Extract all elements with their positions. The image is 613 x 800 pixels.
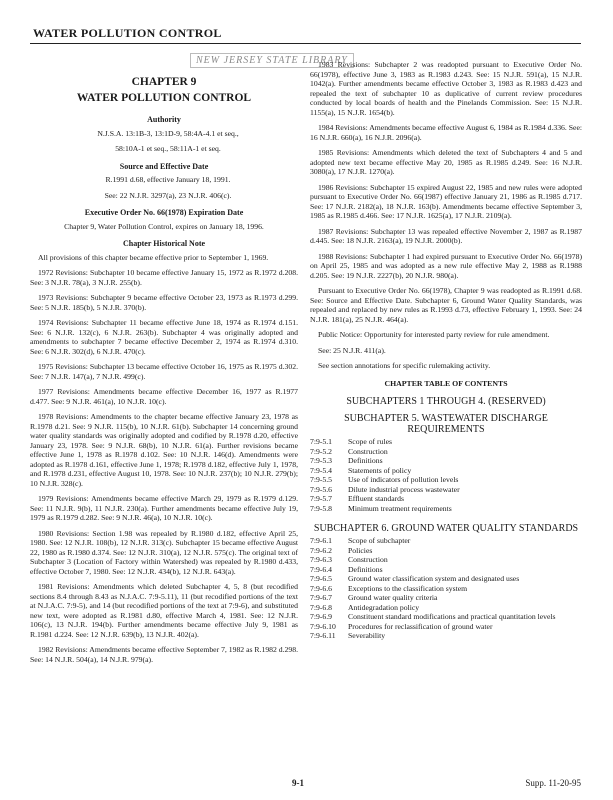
- exec-order-heading: Executive Order No. 66(1978) Expiration Date: [84, 208, 244, 217]
- history-paragraph: 1981 Revisions: Amendments which deleted Subchapter 4, 5, 8 (but recodified sections 8.4 through 8.43 as N.J.A.C. 7:9-5.11), 11 (but recodified portions of the text at N.J.A.C. 7:9-5), and 14 (but recodified portions of the text at 7:9-6), and substituted new text, were adopted as R.1981 d.80, effective March 4, 1981. See: 12 N.J.R. 106(c), 13 N.J.R. 194(b). Further amendments became effective July 9, 1981 as R.1981 d.224. See: 12 N.J.R. 639(b), 13 N.J.R. 402(a).: [30, 582, 298, 639]
- source-line: R.1991 d.68, effective January 18, 1991.: [105, 175, 231, 184]
- chapter-title: WATER POLLUTION CONTROL: [76, 91, 252, 104]
- subchapter-6-title: SUBCHAPTER 6. GROUND WATER QUALITY STANDARDS: [313, 523, 579, 534]
- historical-note-heading: Chapter Historical Note: [122, 239, 206, 248]
- authority-line: N.J.S.A. 13:1B-3, 13:1D-9, 58:4A-4.1 et seq.,: [97, 128, 239, 138]
- section-title: Effluent standards: [348, 494, 405, 503]
- toc-entry[interactable]: [310, 546, 582, 556]
- section-number: 7:9-5.7: [310, 494, 332, 503]
- left-column: [30, 60, 298, 670]
- section-number: 7:9-5.6: [310, 484, 332, 494]
- history-paragraph: 1978 Revisions: Amendments to the chapter became effective January 23, 1978 as R.1978 d.21. See: 9 N.J.R. 115(b), 10 N.J.R. 61(b). Subchapter 14 concerning ground water quality standards was originally adopted and codified by R.1978 d.20, effective January 23, 1978. See: 9 N.J.R. 68(b), 10 N.J.R. 61(a). Further revisions became effective June 1, 1978 as R.1978 d.102. See: 10 N.J.R. 146(d). Amendments were adopted as R.1978 d.161, effective June 1, 1978; R.1978 d.182, effective July 1, 1978, and R.1978 d.231, effective August 10, 1978. See: 10 N.J.R. 237(b); 10 N.J.R. 279(b); 10 N.J.R. 328(c).: [30, 412, 298, 488]
- section-number: 7:9-5.4: [310, 465, 332, 475]
- toc-entry[interactable]: [310, 565, 582, 575]
- section-number: 7:9-5.3: [310, 456, 332, 465]
- section-number: 7:9-5.8: [310, 503, 332, 513]
- section-title: Dilute industrial process wastewater: [348, 484, 460, 494]
- toc-entry[interactable]: [310, 494, 582, 504]
- section-title: Ground water classification system and designated uses: [348, 574, 520, 583]
- section-number: 7:9-6.11: [310, 631, 336, 640]
- section-title: Constituent standard modifications and practical quantitation levels: [348, 612, 556, 621]
- section-number: 7:9-6.1: [310, 536, 332, 545]
- toc-entry[interactable]: [310, 536, 582, 546]
- toc-entry[interactable]: [310, 447, 582, 457]
- section-number: 7:9-6.5: [310, 574, 332, 583]
- authority-line: 58:10A-1 et seq., 58:11A-1 et seq.: [115, 144, 221, 153]
- section-title: Definitions: [348, 564, 383, 574]
- annotation-note: See section annotations for specific rulemaking activity.: [318, 361, 491, 370]
- history-paragraph: 1975 Revisions: Subchapter 13 became effective October 16, 1975 as R.1975 d.302. See: 7 N.J.R. 147(a), 7 N.J.R. 499(c).: [30, 362, 298, 381]
- history-paragraph: 1977 Revisions: Amendments became effective December 16, 1977 as R.1977 d.477. See: 9 N.J.R. 461(a), 10 N.J.R. 10(c).: [30, 387, 298, 406]
- chapter-number: CHAPTER 9: [131, 76, 197, 88]
- history-paragraph: 1988 Revisions: Subchapter 1 had expired pursuant to Executive Order No. 66(1978) on April 25, 1985 and was adopted as a new rule effective May 2, 1988 as R.1988 d.205. See: 19 N.J.R. 2227(b), 20 N.J.R. 980(a).: [310, 251, 582, 280]
- header-rule: [30, 43, 581, 44]
- toc-entry[interactable]: [310, 593, 582, 603]
- toc-heading: CHAPTER TABLE OF CONTENTS: [384, 378, 508, 388]
- section-number: 7:9-5.2: [310, 446, 332, 456]
- section-number: 7:9-5.1: [310, 437, 332, 446]
- toc-entry[interactable]: [310, 437, 582, 447]
- toc-entry[interactable]: [310, 456, 582, 466]
- subchapter-5-title: SUBCHAPTER 5. WASTEWATER DISCHARGE REQUIREMENTS: [344, 413, 548, 435]
- subchapter-5-list: [310, 437, 582, 513]
- subchapter-1-4-title: SUBCHAPTERS 1 THROUGH 4. (RESERVED): [346, 396, 546, 407]
- section-title: Exceptions to the classification system: [348, 583, 468, 593]
- history-paragraph: 1974 Revisions: Subchapter 11 became effective June 18, 1974 as R.1974 d.151. See: 6 N.J.R. 132(c), 6 N.J.R. 263(b). Subchapter 4 was originally adopted and amendments to subchapter 7 became effective December 2, 1974 as R.1974 d.310. See: 6 N.J.R. 302(d), 6 N.J.R. 470(c).: [30, 318, 298, 356]
- history-paragraph: 1984 Revisions: Amendments became effective August 6, 1984 as R.1984 d.336. See: 16 N.J.R. 660(a), 16 N.J.R. 2096(a).: [310, 123, 582, 142]
- subchapter-6-list: [310, 536, 582, 641]
- section-title: Scope of rules: [348, 437, 392, 446]
- section-number: 7:9-5.5: [310, 475, 332, 484]
- history-paragraph: 1985 Revisions: Amendments which deleted the text of Subchapters 4 and 5 and adopted new text became effective May 20, 1985 as R.1985 d.249. See: 16 N.J.R. 3080(a), 17 N.J.R. 1270(a).: [310, 148, 582, 176]
- section-title: Use of indicators of pollution levels: [348, 475, 459, 484]
- section-number: 7:9-6.9: [310, 612, 332, 621]
- history-paragraph: 1972 Revisions: Subchapter 10 became effective January 15, 1972 as R.1972 d.208. See: 3 N.J.R. 78(a), 3 N.J.R. 255(b).: [30, 268, 298, 287]
- toc-entry[interactable]: [310, 612, 582, 622]
- history-paragraph: 1980 Revisions: Section 1.98 was repealed by R.1980 d.182, effective April 25, 1980. See: 12 N.J.R. 108(b), 12 N.J.R. 313(c). Subchapter 15 became effective August 22, 1980 as R.1980 d.374. See: 12 N.J.R. 310(a), 12 N.J.R. 575(c). The original text of Subchapter 3 (Location of Factory within Watershed) was repealed by R.1980 d.433, effective October 7, 1980. See: 12 N.J.R. 434(b), 12 N.J.R. 643(a).: [30, 528, 298, 576]
- history-paragraph: 1986 Revisions: Subchapter 15 expired August 22, 1985 and new rules were adopted pursuant to Executive Order No. 66(1987) effective January 21, 1986 as R.1985 d.717. See: 17 N.J.R. 2182(a), 18 N.J.R. 163(b). Amendments became effective September 3, 1985 as R.1985 d.466. See: 17 N.J.R. 1625(a), 17 N.J.R. 2109(a).: [310, 182, 582, 220]
- section-title: Severability: [348, 631, 386, 640]
- source-heading: Source and Effective Date: [119, 161, 209, 171]
- section-title: Definitions: [348, 456, 383, 465]
- exec-order-text: Chapter 9, Water Pollution Control, expires on January 18, 1996.: [64, 221, 264, 231]
- toc-entry[interactable]: [310, 622, 582, 632]
- source-line: See: 22 N.J.R. 3297(a), 23 N.J.R. 406(c).: [104, 190, 232, 200]
- toc-entry[interactable]: [310, 631, 582, 641]
- history-paragraph: Pursuant to Executive Order No. 66(1978), Chapter 9 was readopted as R.1991 d.68. See: Source and Effective Date. Subchapter 6, Ground Water Quality Standards, was repealed and replaced by new rules as R.1993 d.73, effective February 1, 1993. See: 24 N.J.R. 181(a), 25 N.J.R. 464(a).: [310, 286, 582, 324]
- section-number: 7:9-6.8: [310, 602, 332, 612]
- section-number: 7:9-6.7: [310, 593, 332, 602]
- section-number: 7:9-6.4: [310, 564, 332, 574]
- public-notice-cite: See: 25 N.J.R. 411(a).: [318, 345, 386, 355]
- section-number: 7:9-6.3: [310, 555, 332, 564]
- toc-entry[interactable]: [310, 485, 582, 495]
- historical-note-body: [30, 253, 298, 665]
- history-paragraph: 1983 Revisions: Subchapter 2 was readopted pursuant to Executive Order No. 66(1978), effective June 3, 1983 as R.1983 d.243. See: 15 N.J.R. 591(a), 15 N.J.R. 1042(a). Further amendments became effective October 3, 1983 as R.1983 d.423 and repealed the text of subchapter 10 as duplicative of current review procedures conducted by local boards of health and the Pinelands Commission. See: 15 N.J.R. 1155(a), 15 N.J.R. 1654(b).: [310, 60, 582, 117]
- toc-entry[interactable]: [310, 584, 582, 594]
- supplement-date: Supp. 11-20-95: [525, 778, 581, 788]
- section-title: Policies: [348, 545, 373, 555]
- section-title: Scope of subchapter: [348, 536, 411, 545]
- section-number: 7:9-6.6: [310, 583, 332, 593]
- right-column: [310, 60, 582, 651]
- history-paragraph: 1982 Revisions: Amendments became effective September 7, 1982 as R.1982 d.298. See: 14 N.J.R. 504(a), 14 N.J.R. 979(a).: [30, 645, 298, 664]
- authority-heading: Authority: [147, 115, 181, 124]
- public-notice: Public Notice: Opportunity for interested party review for rule amendment.: [318, 330, 550, 339]
- section-title: Construction: [348, 446, 388, 456]
- toc-entry[interactable]: [310, 603, 582, 613]
- section-title: Statements of policy: [348, 465, 412, 475]
- section-number: 7:9-6.10: [310, 621, 336, 631]
- page-number: 9-1: [292, 778, 304, 788]
- section-title: Ground water quality criteria: [348, 593, 438, 602]
- toc-entry[interactable]: [310, 555, 582, 565]
- toc-entry[interactable]: [310, 574, 582, 584]
- section-title: Minimum treatment requirements: [348, 503, 452, 513]
- toc-entry[interactable]: [310, 504, 582, 514]
- library-stamp: NEW JERSEY STATE LIBRARY: [190, 53, 354, 68]
- toc-entry[interactable]: [310, 466, 582, 476]
- history-paragraph: 1987 Revisions: Subchapter 13 was repealed effective November 2, 1987 as R.1987 d.445. See: 18 N.J.R. 2163(a), 19 N.J.R. 2000(b).: [310, 226, 582, 245]
- section-number: 7:9-6.2: [310, 545, 332, 555]
- section-title: Antidegradation policy: [348, 602, 420, 612]
- history-paragraph: 1973 Revisions: Subchapter 9 became effective October 23, 1973 as R.1973 d.299. See: 5 N.J.R. 185(b), 5 N.J.R. 370(b).: [30, 293, 298, 312]
- toc-entry[interactable]: [310, 475, 582, 485]
- history-paragraph: 1979 Revisions: Amendments became effective March 29, 1979 as R.1979 d.129. See: 11 N.J.R. 9(b), 11 N.J.R. 230(a). Further amendments became effective July 19, 1979 as R.1979 d.282. See: 9 N.J.R. 46(a), 10 N.J.R. 10(c).: [30, 494, 298, 522]
- running-head: WATER POLLUTION CONTROL: [33, 26, 222, 40]
- section-title: Procedures for reclassification of ground water: [348, 621, 493, 631]
- section-title: Construction: [348, 555, 388, 564]
- history-paragraph: All provisions of this chapter became effective prior to September 1, 1969.: [38, 252, 269, 262]
